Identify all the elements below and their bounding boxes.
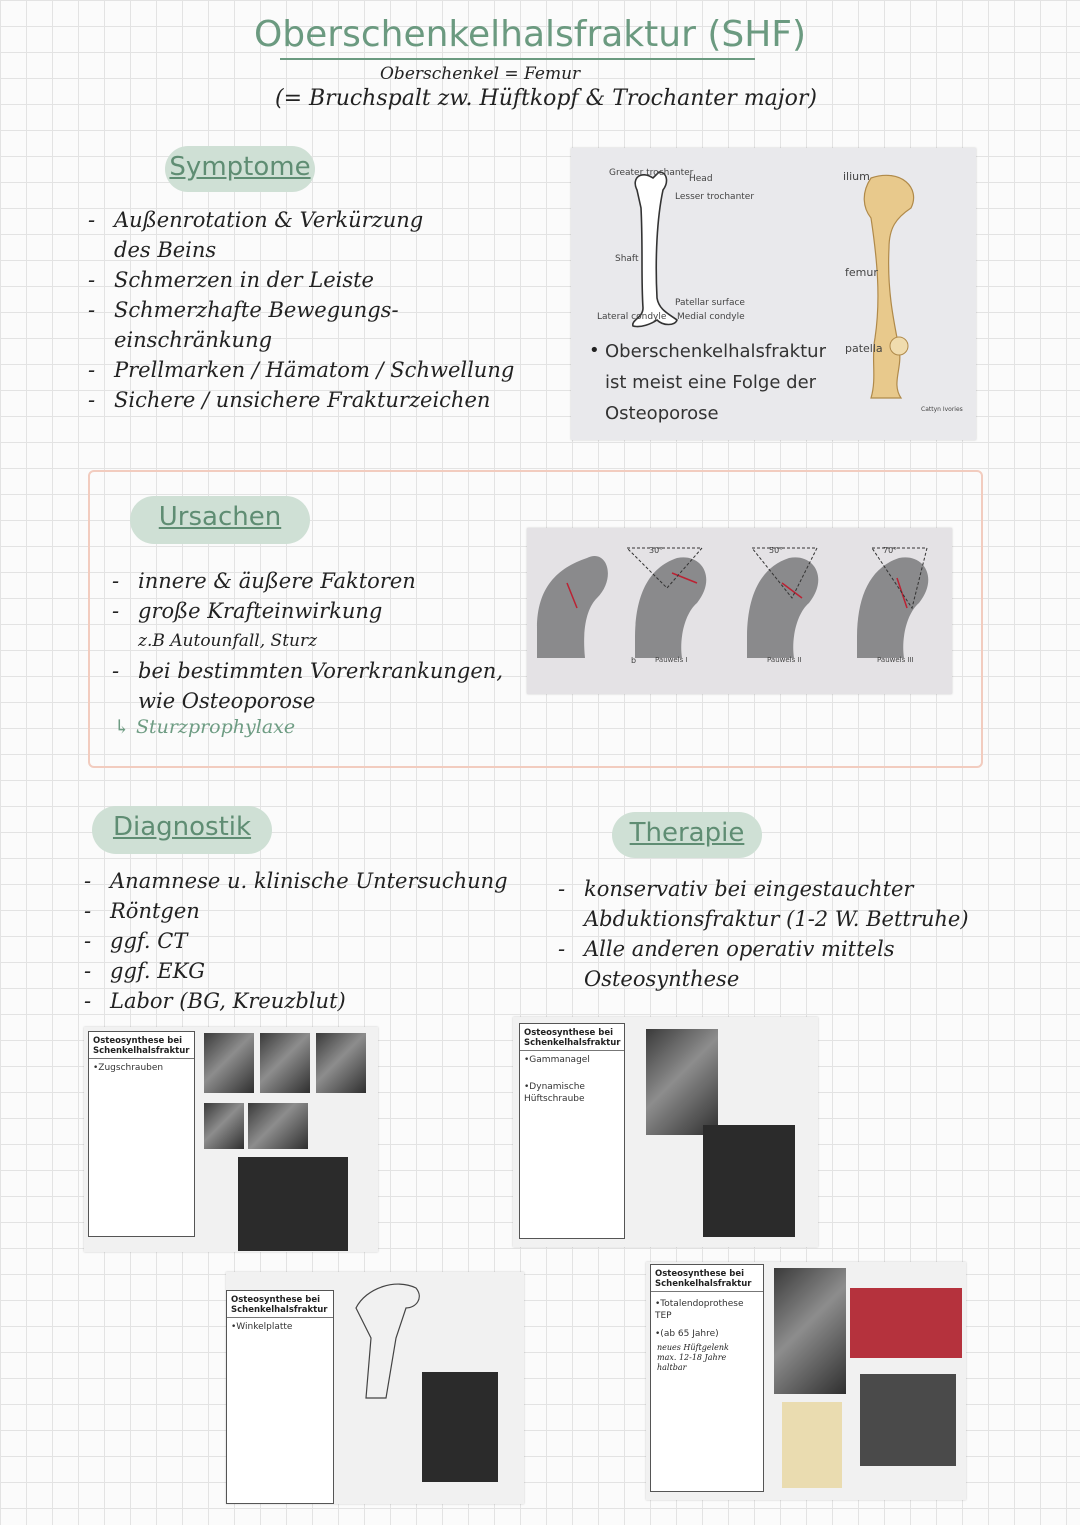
xray-image bbox=[646, 1029, 718, 1135]
list-item: - Schmerzhafte Bewegungs- bbox=[88, 295, 528, 325]
caption-line-3: Osteoporose bbox=[605, 403, 719, 424]
subtitle-femur: Oberschenkel = Femur bbox=[380, 64, 581, 84]
caption-line-1: Oberschenkelhalsfraktur bbox=[605, 341, 826, 362]
anatomy-figure bbox=[571, 148, 976, 440]
caption-pauwels-1: Pauwels I bbox=[655, 656, 688, 664]
list-item: - bei bestimmten Vorerkrankungen, bbox=[112, 656, 512, 686]
ursachen-list bbox=[112, 566, 512, 716]
list-item: - Prellmarken / Hämatom / Schwellung bbox=[88, 355, 528, 385]
xray-image bbox=[422, 1372, 498, 1482]
label-head: Head bbox=[689, 174, 713, 184]
slide-card bbox=[226, 1290, 334, 1504]
angle-label-2: 50° bbox=[769, 546, 784, 555]
slide-card bbox=[519, 1023, 625, 1239]
panel-label: b bbox=[631, 656, 637, 665]
zugschrauben-slide bbox=[84, 1027, 378, 1252]
prosthesis-xray bbox=[860, 1374, 956, 1466]
subtitle-definition: (= Bruchspalt zw. Hüftkopf & Trochanter major) bbox=[275, 86, 817, 111]
xray-image bbox=[703, 1125, 795, 1237]
slide-card bbox=[650, 1264, 764, 1492]
card-title: Osteosynthese bei Schenkelhalsfraktur bbox=[89, 1032, 194, 1059]
label-greater-trochanter: Greater trochanter bbox=[609, 168, 694, 178]
list-item: - Anamnese u. klinische Untersuchung bbox=[84, 866, 524, 896]
therapie-heading: Therapie bbox=[612, 812, 762, 858]
diagnostik-list bbox=[84, 866, 524, 1016]
list-item: einschränkung bbox=[114, 328, 273, 352]
diagnostik-heading: Diagnostik bbox=[92, 806, 272, 854]
label-patella: patella bbox=[845, 342, 883, 355]
prosthesis-model bbox=[782, 1402, 842, 1488]
xray-image bbox=[204, 1103, 244, 1149]
list-item: Osteosynthese bbox=[584, 967, 740, 991]
winkelplatte-sketch bbox=[346, 1278, 426, 1408]
sturzprophylaxe-note: ↳ Sturzprophylaxe bbox=[114, 716, 296, 738]
card-item: •Dynamische Hüftschraube bbox=[524, 1082, 585, 1104]
list-item: - ggf. EKG bbox=[84, 956, 524, 986]
list-item: - Schmerzen in der Leiste bbox=[88, 265, 528, 295]
xray-image bbox=[260, 1033, 310, 1093]
label-femur: femur bbox=[845, 266, 878, 279]
label-ilium: ilium bbox=[843, 170, 870, 183]
symptome-list bbox=[88, 205, 528, 415]
card-item: •Totalendoprothese TEP bbox=[655, 1299, 744, 1321]
list-item: - große Krafteinwirkung bbox=[112, 596, 512, 626]
label-medial-condyle: Medial condyle bbox=[677, 312, 745, 322]
xray-image bbox=[248, 1103, 308, 1149]
label-patellar-surface: Patellar surface bbox=[675, 298, 745, 308]
symptome-heading: Symptome bbox=[165, 146, 315, 192]
card-title: Osteosynthese bei Schenkelhalsfraktur bbox=[651, 1265, 763, 1292]
caption-bullet: • bbox=[589, 340, 600, 361]
label-lateral-condyle: Lateral condyle bbox=[597, 312, 667, 322]
caption-pauwels-3: Pauwels III bbox=[877, 656, 914, 664]
card-title: Osteosynthese bei Schenkelhalsfraktur bbox=[520, 1024, 624, 1051]
list-item: - Außenrotation & Verkürzung bbox=[88, 205, 528, 235]
page-title: Oberschenkelhalsfraktur (SHF) bbox=[253, 14, 807, 55]
xray-image bbox=[204, 1033, 254, 1093]
caption-line-2: ist meist eine Folge der bbox=[605, 372, 817, 393]
card-title: Osteosynthese bei Schenkelhalsfraktur bbox=[227, 1291, 333, 1318]
card-item: •Zugschrauben bbox=[93, 1063, 164, 1073]
list-item: wie Osteoporose bbox=[138, 689, 316, 713]
list-item: - innere & äußere Faktoren bbox=[112, 566, 512, 596]
winkelplatte-slide bbox=[226, 1272, 524, 1504]
pauwels-figure bbox=[527, 528, 952, 694]
list-item: - Labor (BG, Kreuzblut) bbox=[84, 986, 524, 1016]
list-item: - konservativ bei eingestauchter bbox=[558, 874, 1008, 904]
ursachen-heading: Ursachen bbox=[130, 496, 310, 544]
handnote-line: max. 12-18 Jahre haltbar bbox=[657, 1353, 727, 1372]
card-item: •Winkelplatte bbox=[231, 1322, 293, 1332]
therapie-list bbox=[558, 874, 1008, 994]
label-lesser-trochanter: Lesser trochanter bbox=[675, 192, 755, 202]
prosthesis-photo bbox=[850, 1288, 962, 1358]
list-item: des Beins bbox=[114, 238, 217, 262]
caption-pauwels-2: Pauwels II bbox=[767, 656, 802, 664]
figure-credit: Cattyn Ivories bbox=[921, 406, 963, 413]
list-item: z.B Autounfall, Sturz bbox=[138, 631, 318, 651]
list-item: - Alle anderen operativ mittels bbox=[558, 934, 1008, 964]
xray-image bbox=[774, 1268, 846, 1394]
tep-slide bbox=[646, 1262, 966, 1500]
card-item: •(ab 65 Jahre) bbox=[655, 1329, 719, 1339]
angle-label-3: 70° bbox=[883, 546, 898, 555]
list-item: - Sichere / unsichere Frakturzeichen bbox=[88, 385, 528, 415]
slide-card bbox=[88, 1031, 195, 1237]
xray-image bbox=[238, 1157, 348, 1251]
title-underline bbox=[280, 58, 755, 60]
handnote-line: neues Hüftgelenk bbox=[657, 1343, 729, 1352]
list-item: - Röntgen bbox=[84, 896, 524, 926]
xray-image bbox=[316, 1033, 366, 1093]
angle-label-1: 30° bbox=[649, 546, 664, 555]
card-item: •Gammanagel bbox=[524, 1055, 590, 1065]
list-item: - ggf. CT bbox=[84, 926, 524, 956]
list-item: Abduktionsfraktur (1-2 W. Bettruhe) bbox=[584, 907, 969, 931]
gammanagel-slide bbox=[513, 1017, 818, 1247]
label-shaft: Shaft bbox=[615, 254, 639, 264]
